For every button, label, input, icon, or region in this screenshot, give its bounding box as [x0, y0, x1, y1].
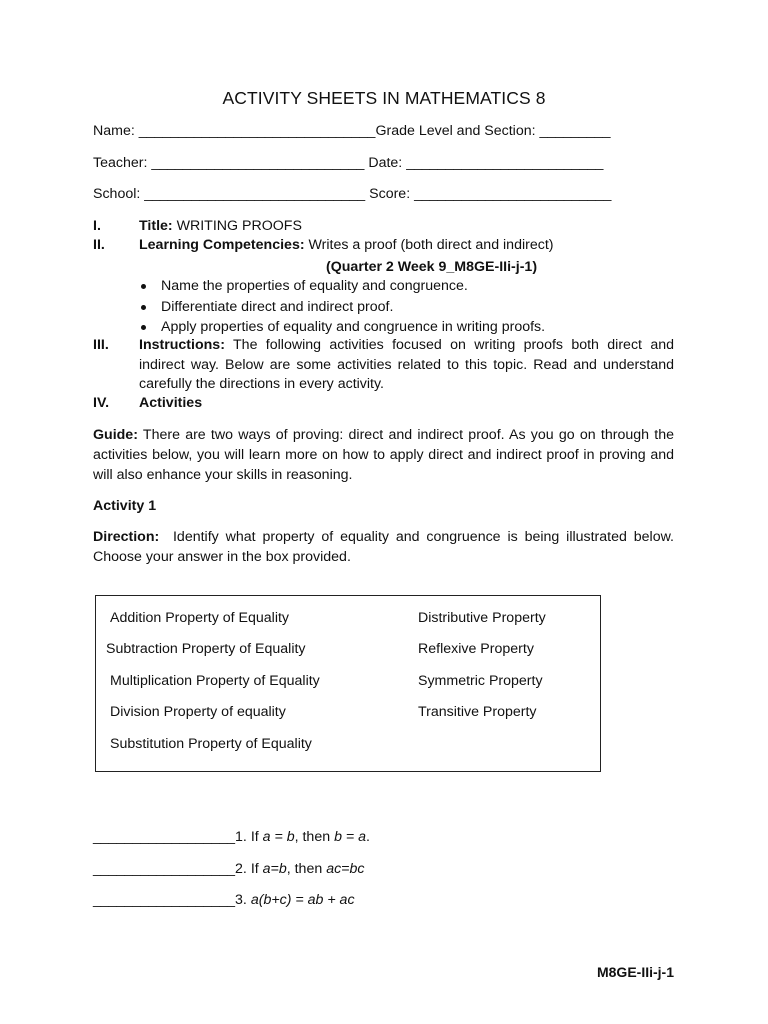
answer-blank[interactable]: __________________: [93, 829, 236, 845]
choice-item: Symmetric Property: [418, 673, 543, 689]
activity-heading: Activity 1: [93, 498, 157, 514]
choice-item: Multiplication Property of Equality: [110, 673, 320, 689]
section-label: Title:: [139, 218, 173, 234]
guide-paragraph: [93, 425, 674, 485]
choice-item: Division Property of equality: [110, 704, 286, 720]
competency-item: Apply properties of equality and congruence in writing proofs.: [139, 317, 545, 338]
choice-item: Addition Property of Equality: [110, 610, 290, 626]
competency-item: Name the properties of equality and congruence.: [139, 276, 545, 297]
section-number: I.: [93, 218, 101, 234]
document-title: ACTIVITY SHEETS IN MATHEMATICS 8: [222, 88, 546, 108]
item-math: a=b: [262, 861, 287, 877]
choice-item: Subtraction Property of Equality: [106, 641, 306, 657]
item-math: a = b: [262, 829, 295, 845]
answer-blank[interactable]: __________________: [93, 892, 236, 908]
section-activities: [93, 394, 674, 414]
section-competencies: [93, 236, 674, 256]
section-text: Writes a proof (both direct and indirect): [308, 237, 554, 253]
answer-item: [93, 861, 364, 877]
section-title: [93, 217, 674, 237]
answer-item: [93, 829, 370, 845]
section-label: Instructions:: [139, 337, 225, 353]
item-math: a(b+c) = ab + ac: [250, 892, 355, 908]
choice-item: Substitution Property of Equality: [110, 736, 312, 752]
item-text: , then: [294, 829, 335, 845]
item-number: 1.: [235, 829, 247, 845]
footer-code: M8GE-IIi-j-1: [596, 964, 674, 980]
name-grade-section-field[interactable]: Name: ______________________________Grade Level and Section: _________: [93, 123, 611, 139]
section-instructions: [93, 336, 674, 395]
section-number: III.: [93, 337, 109, 353]
school-score-field[interactable]: School: ____________________________ Score: _________________________: [93, 186, 612, 202]
choice-item: Transitive Property: [418, 704, 537, 720]
direction-paragraph: [93, 527, 674, 567]
item-number: 2.: [235, 861, 247, 877]
item-text: , then: [286, 861, 327, 877]
teacher-date-field[interactable]: Teacher: ___________________________ Date: _________________________: [93, 155, 604, 171]
item-math: b = a: [334, 829, 367, 845]
item-number: 3.: [235, 892, 247, 908]
section-text: WRITING PROOFS: [176, 218, 302, 234]
direction-text: Identify what property of equality and congruence is being illustrated below. Choose your answer in the box provided.: [93, 529, 674, 565]
item-math: ac=bc: [326, 861, 365, 877]
choices-box: [95, 595, 601, 772]
section-text: The following activities focused on writing proofs both direct and indirect way. Below are some activities related to this topic. Read and understand carefully the directions in every activity.: [139, 337, 674, 392]
item-text: .: [366, 829, 370, 845]
item-text: If: [250, 861, 263, 877]
answer-blank[interactable]: __________________: [93, 861, 236, 877]
direction-label: Direction:: [93, 529, 160, 545]
guide-label: Guide:: [93, 427, 138, 443]
guide-text: There are two ways of proving: direct and indirect proof. As you go on through the activities below, you will learn more on how to apply direct and indirect proof in proving and will also enhance your skills in reasoning.: [93, 427, 674, 483]
competency-item: Differentiate direct and indirect proof.: [139, 297, 545, 318]
section-label: Activities: [139, 395, 203, 411]
section-number: IV.: [93, 395, 110, 411]
section-number: II.: [93, 237, 105, 253]
quarter-code: (Quarter 2 Week 9_M8GE-IIi-j-1): [326, 259, 538, 275]
competency-list: [139, 276, 545, 338]
choice-item: Distributive Property: [418, 610, 546, 626]
answer-item: [93, 892, 355, 908]
choice-item: Reflexive Property: [418, 641, 534, 657]
item-text: If: [250, 829, 263, 845]
section-label: Learning Competencies:: [139, 237, 305, 253]
